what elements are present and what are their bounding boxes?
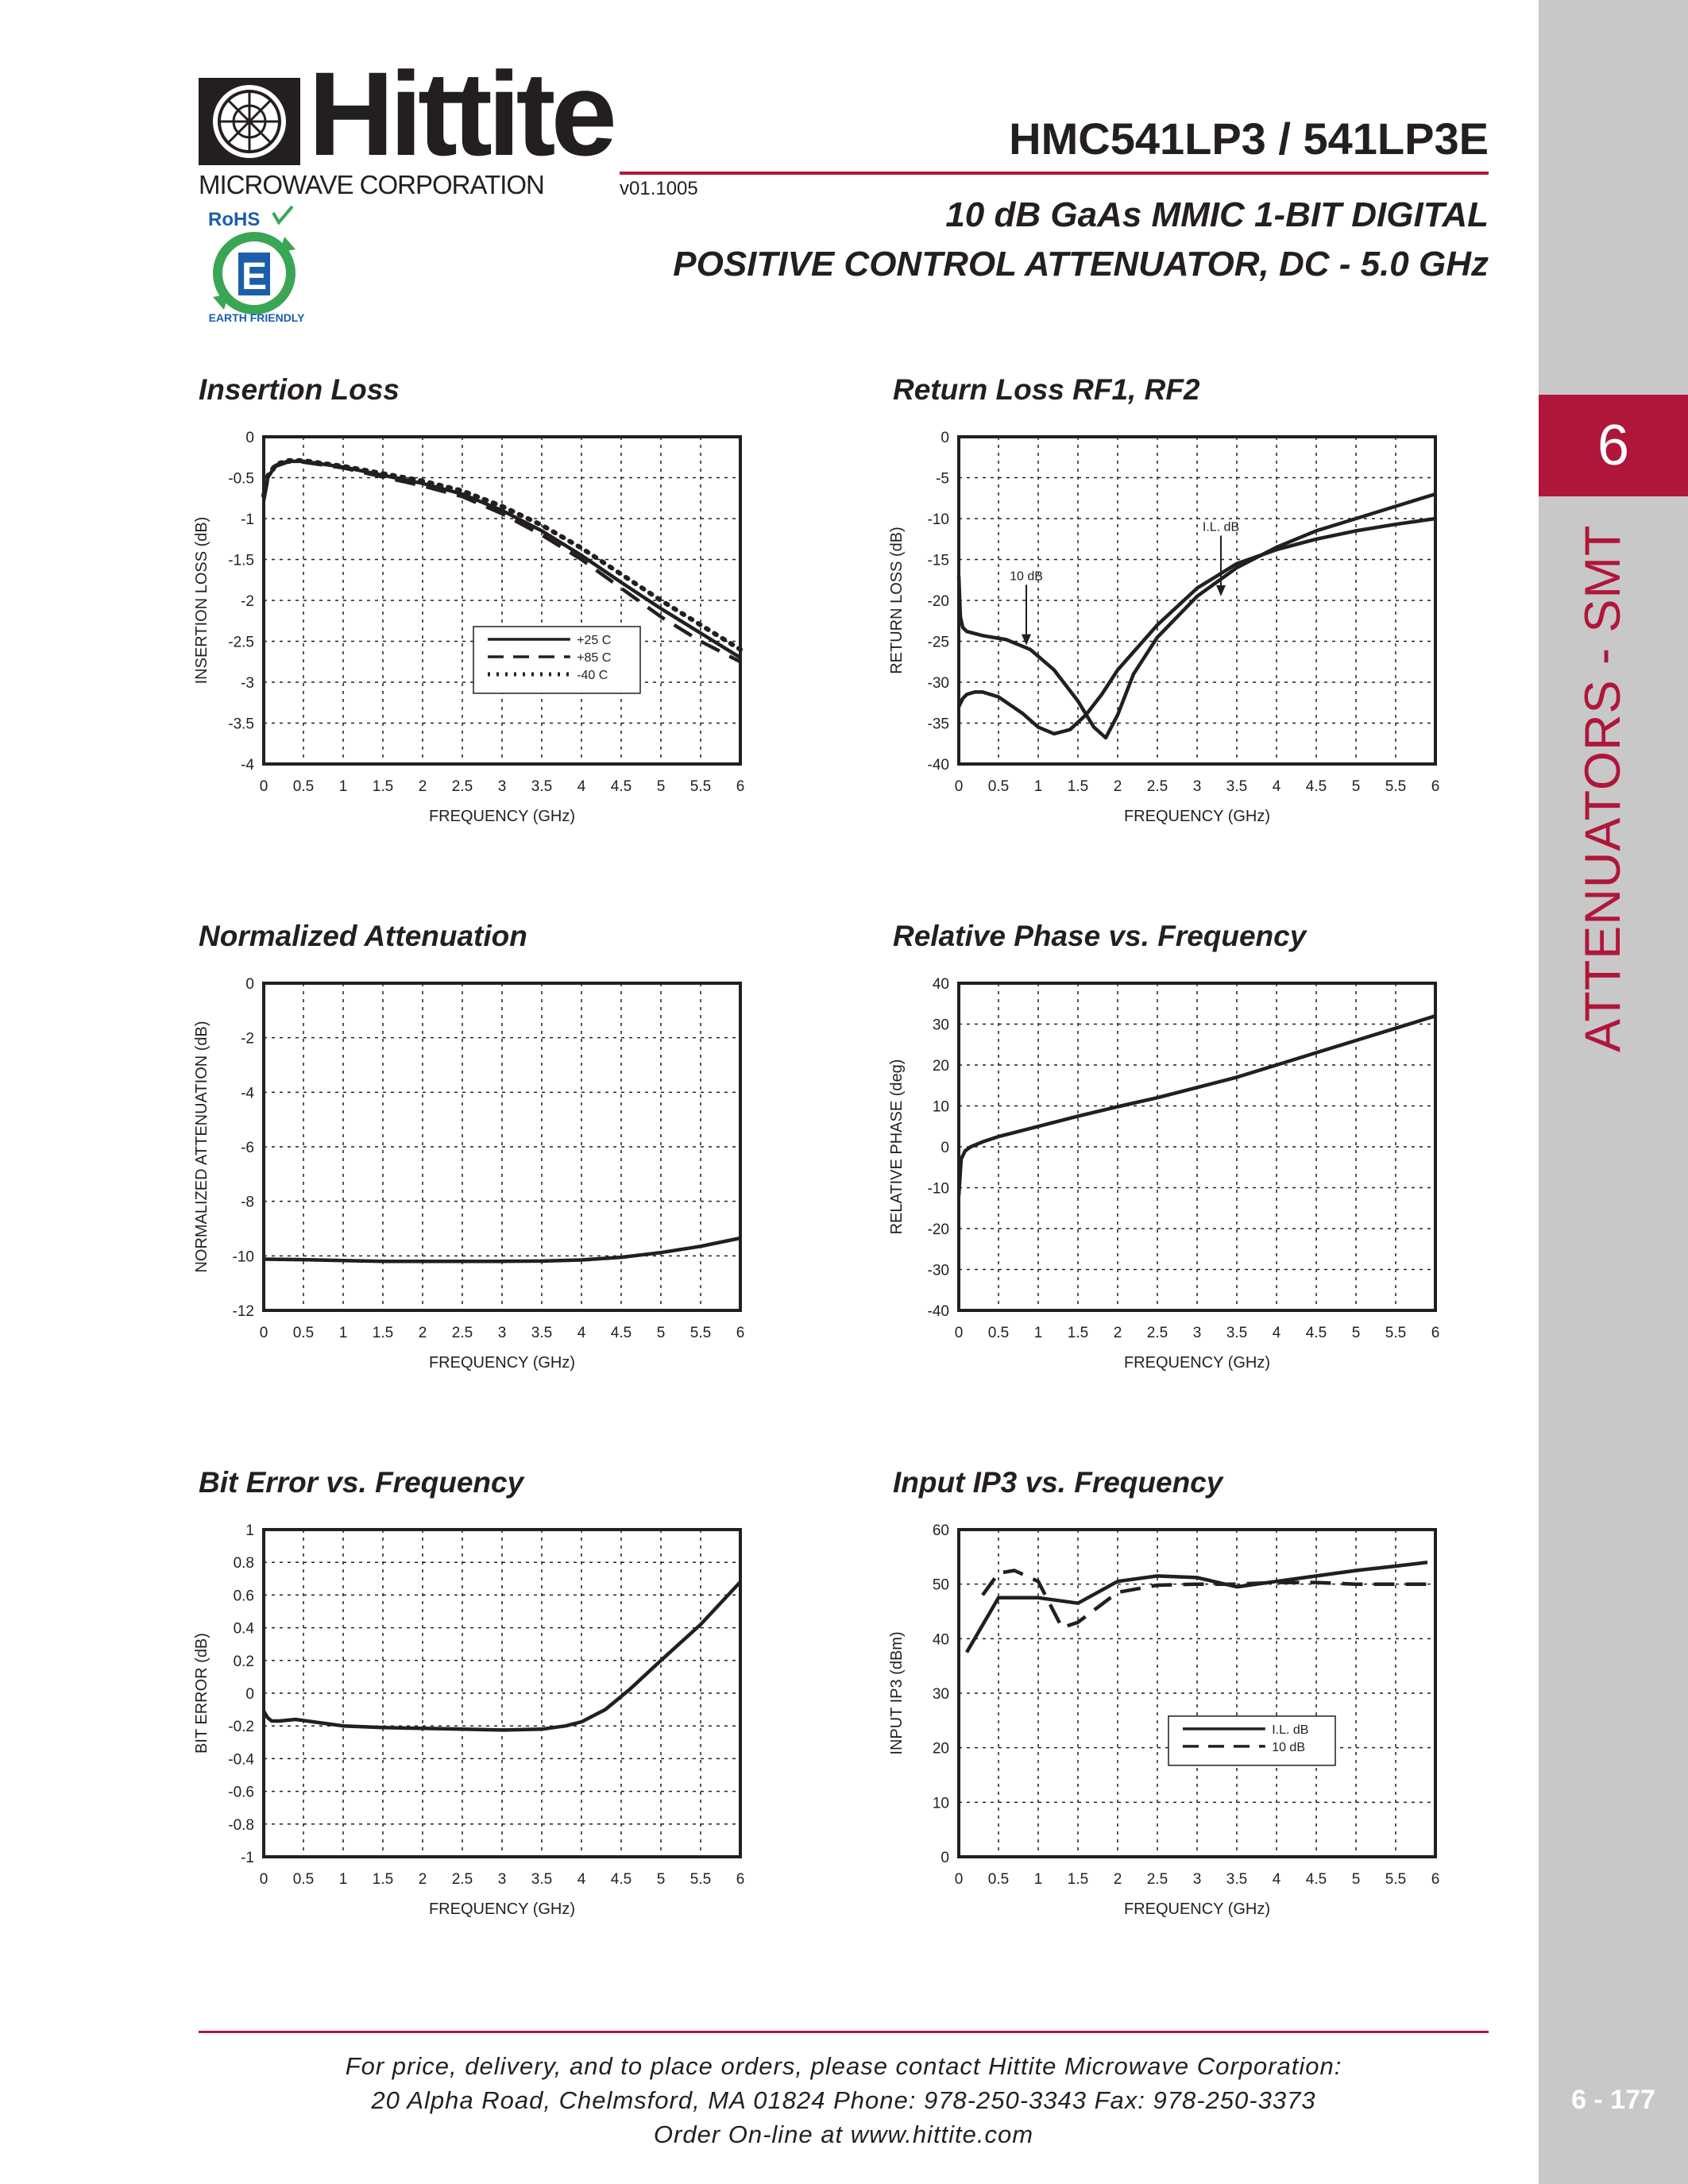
y-tick-label: 0	[941, 430, 949, 446]
y-tick-label: -1	[241, 511, 254, 528]
y-axis-label: NORMALIZED ATTENUATION (dB)	[193, 1021, 211, 1273]
y-tick-label: -4	[241, 757, 254, 774]
x-tick-label: 1.5	[372, 1871, 394, 1888]
x-tick-label: 3	[497, 1325, 507, 1341]
bit-error-chart	[191, 1514, 755, 1927]
x-tick-label: 5	[1351, 1871, 1361, 1888]
x-tick-label: 0	[954, 1871, 964, 1888]
legend-label: I.L. dB	[1272, 1723, 1309, 1737]
y-axis-label: INPUT IP3 (dBm)	[888, 1631, 906, 1755]
legend-label: +85 C	[577, 650, 612, 665]
y-tick-label: -2	[241, 593, 254, 610]
footer-line-1: For price, delivery, and to place orders, please contact Hittite Microwave Corporation:	[345, 2052, 1342, 2080]
rohs-badge	[197, 205, 316, 328]
x-tick-label: 1	[338, 1871, 348, 1888]
chart-title-normalized-attenuation: Normalized Attenuation	[199, 920, 527, 952]
x-tick-label: 5.5	[689, 778, 712, 795]
x-tick-label: 4.5	[610, 1325, 632, 1341]
y-tick-label: 0	[245, 1686, 254, 1703]
title-rule	[620, 172, 1489, 175]
y-tick-label: -2.5	[228, 634, 254, 651]
x-tick-label: 5.5	[1385, 1871, 1407, 1888]
x-tick-label: 4	[1272, 1325, 1281, 1341]
x-tick-label: 4	[1272, 778, 1281, 795]
chart-title-insertion-loss: Insertion Loss	[199, 373, 400, 406]
y-tick-label: 0.6	[233, 1588, 254, 1605]
x-tick-label: 0.5	[292, 1871, 315, 1888]
legend-box	[473, 627, 640, 693]
y-tick-label: 40	[932, 1631, 949, 1649]
x-tick-label: 5	[656, 1871, 666, 1888]
x-tick-label: 3.5	[1226, 1325, 1248, 1341]
x-tick-label: 0	[259, 1871, 268, 1888]
x-tick-label: 5	[656, 778, 666, 795]
x-tick-label: 2	[418, 1871, 427, 1888]
y-tick-label: 20	[932, 1740, 949, 1758]
rohs-letter: E	[241, 256, 268, 298]
y-tick-label: -1	[241, 1850, 254, 1866]
footer-rule	[199, 2031, 1489, 2033]
chart-title-relative-phase: Relative Phase vs. Frequency	[893, 920, 1307, 952]
x-tick-label: 3	[1192, 1871, 1202, 1888]
sidebar-band	[1539, 0, 1688, 2184]
page-number: 6 - 177	[1571, 2085, 1655, 2115]
x-axis-label: FREQUENCY (GHz)	[1123, 1900, 1271, 1918]
x-tick-label: 2.5	[1146, 778, 1168, 795]
chart-title-input-ip3: Input IP3 vs. Frequency	[893, 1466, 1223, 1499]
y-tick-label: 0	[941, 1140, 949, 1156]
x-tick-label: 3	[1192, 778, 1202, 795]
logo-emblem	[199, 78, 300, 169]
annotation-label: 10 dB	[1010, 569, 1043, 584]
x-axis-label: FREQUENCY (GHz)	[428, 808, 576, 825]
y-tick-label: -30	[927, 675, 949, 692]
y-tick-label: 30	[932, 1686, 949, 1703]
x-tick-label: 2	[1113, 1325, 1122, 1341]
y-tick-label: 0.4	[233, 1620, 254, 1638]
x-tick-label: 1.5	[1067, 1871, 1089, 1888]
footer-line-3: Order On-line at www.hittite.com	[653, 2120, 1034, 2148]
y-tick-label: -6	[241, 1140, 254, 1156]
y-tick-label: 0	[245, 976, 254, 993]
x-tick-label: 4	[577, 1871, 586, 1888]
legend-box	[1168, 1716, 1335, 1765]
x-tick-label: 1	[1033, 778, 1043, 795]
x-tick-label: 0	[954, 1325, 964, 1341]
y-axis-label: RETURN LOSS (dB)	[888, 527, 906, 674]
x-tick-label: 2.5	[451, 778, 473, 795]
product-subtitle	[673, 191, 1489, 289]
annotation-arrowhead	[1216, 585, 1226, 596]
x-tick-label: 3.5	[531, 1871, 553, 1888]
y-axis-label: RELATIVE PHASE (deg)	[888, 1059, 906, 1235]
y-tick-label: -2	[241, 1030, 254, 1048]
series-line	[264, 1238, 740, 1261]
x-tick-label: 2	[418, 778, 427, 795]
return-loss-chart	[886, 421, 1450, 834]
y-tick-label: -0.6	[228, 1784, 254, 1801]
x-tick-label: 5	[1351, 778, 1361, 795]
x-tick-label: 6	[1431, 778, 1440, 795]
x-tick-label: 6	[736, 1325, 745, 1341]
x-axis-label: FREQUENCY (GHz)	[428, 1354, 576, 1372]
part-number: HMC541LP3 / 541LP3E	[1009, 114, 1489, 164]
y-tick-label: -40	[927, 1303, 949, 1320]
y-tick-label: 0	[245, 430, 254, 446]
y-tick-label: -12	[232, 1303, 254, 1320]
x-tick-label: 6	[736, 778, 745, 795]
legend-label: +25 C	[577, 633, 612, 647]
section-tab-number: 6	[1597, 414, 1630, 477]
x-tick-label: 2.5	[1146, 1325, 1168, 1341]
x-tick-label: 0.5	[292, 778, 315, 795]
x-axis-label: FREQUENCY (GHz)	[1123, 1354, 1271, 1372]
x-tick-label: 5	[656, 1325, 666, 1341]
y-tick-label: -40	[927, 757, 949, 774]
y-tick-label: -3	[241, 675, 254, 692]
y-tick-label: 40	[932, 976, 949, 993]
x-tick-label: 5	[1351, 1325, 1361, 1341]
x-tick-label: 6	[1431, 1325, 1440, 1341]
chart-title-return-loss: Return Loss RF1, RF2	[893, 373, 1200, 406]
y-tick-label: 10	[932, 1098, 949, 1116]
x-tick-label: 3.5	[531, 1325, 553, 1341]
x-tick-label: 5.5	[1385, 1325, 1407, 1341]
y-tick-label: 20	[932, 1058, 949, 1075]
logo-subtitle: MICROWAVE CORPORATION	[199, 170, 544, 199]
footer-line-2: 20 Alpha Road, Chelmsford, MA 01824 Phone: 978-250-3343 Fax: 978-250-3373	[371, 2086, 1316, 2114]
x-tick-label: 5.5	[689, 1871, 712, 1888]
x-tick-label: 4	[1272, 1871, 1281, 1888]
rohs-label: RoHS	[208, 209, 261, 230]
y-tick-label: -30	[927, 1262, 949, 1279]
x-tick-label: 0	[259, 1325, 268, 1341]
x-tick-label: 5.5	[1385, 778, 1407, 795]
y-tick-label: 60	[932, 1522, 949, 1539]
legend-label: -40 C	[577, 668, 608, 682]
y-tick-label: -0.4	[228, 1751, 254, 1769]
y-tick-label: 0	[941, 1850, 949, 1866]
x-tick-label: 1	[1033, 1871, 1043, 1888]
y-tick-label: -35	[927, 716, 949, 733]
y-tick-label: 0.8	[233, 1555, 254, 1572]
annotation-label: I.L. dB	[1202, 520, 1240, 534]
earth-friendly-label: EARTH FRIENDLY	[208, 311, 305, 324]
x-tick-label: 1.5	[1067, 1325, 1089, 1341]
y-tick-label: 10	[932, 1795, 949, 1812]
y-tick-label: 30	[932, 1017, 949, 1034]
y-tick-label: -0.5	[228, 470, 254, 488]
x-tick-label: 3	[497, 778, 507, 795]
x-tick-label: 4.5	[1305, 1325, 1327, 1341]
y-tick-label: -0.8	[228, 1816, 254, 1834]
x-tick-label: 5.5	[689, 1325, 712, 1341]
x-tick-label: 0.5	[987, 1871, 1010, 1888]
x-tick-label: 0.5	[987, 1325, 1010, 1341]
section-label: ATTENUATORS - SMT	[1575, 524, 1631, 1052]
footer	[199, 2049, 1489, 2151]
x-tick-label: 4.5	[610, 778, 632, 795]
x-tick-label: 2	[1113, 778, 1122, 795]
x-tick-label: 2	[418, 1325, 427, 1341]
y-tick-label: -10	[927, 1180, 949, 1198]
x-tick-label: 4	[577, 1325, 586, 1341]
x-tick-label: 3.5	[531, 778, 553, 795]
x-tick-label: 0	[259, 778, 268, 795]
y-tick-label: -20	[927, 593, 949, 610]
x-tick-label: 2.5	[451, 1325, 473, 1341]
x-axis-label: FREQUENCY (GHz)	[1123, 808, 1271, 825]
y-tick-label: -5	[936, 470, 949, 488]
x-tick-label: 0.5	[987, 778, 1010, 795]
normalized-attenuation-chart	[191, 967, 755, 1380]
x-tick-label: 0	[954, 778, 964, 795]
x-tick-label: 2	[1113, 1871, 1122, 1888]
x-tick-label: 4.5	[1305, 778, 1327, 795]
annotation-arrowhead	[1022, 635, 1031, 646]
input-ip3-chart	[886, 1514, 1450, 1927]
x-tick-label: 1.5	[372, 1325, 394, 1341]
x-tick-label: 2.5	[451, 1871, 473, 1888]
y-tick-label: -3.5	[228, 716, 254, 733]
x-tick-label: 3.5	[1226, 778, 1248, 795]
y-tick-label: -10	[232, 1248, 254, 1266]
x-tick-label: 3	[497, 1871, 507, 1888]
y-tick-label: -15	[927, 552, 949, 569]
y-tick-label: -10	[927, 511, 949, 528]
x-tick-label: 3.5	[1226, 1871, 1248, 1888]
y-tick-label: -4	[241, 1085, 254, 1102]
x-tick-label: 1	[338, 778, 348, 795]
legend-label: 10 dB	[1272, 1740, 1306, 1754]
y-tick-label: -1.5	[228, 552, 254, 569]
x-tick-label: 1	[1033, 1325, 1043, 1341]
y-tick-label: 1	[245, 1522, 254, 1539]
y-tick-label: -0.2	[228, 1719, 254, 1736]
relative-phase-chart	[886, 967, 1450, 1380]
x-tick-label: 4.5	[610, 1871, 632, 1888]
x-tick-label: 1	[338, 1325, 348, 1341]
chart-title-bit-error: Bit Error vs. Frequency	[199, 1466, 524, 1499]
x-tick-label: 6	[736, 1871, 745, 1888]
y-tick-label: -20	[927, 1221, 949, 1238]
x-tick-label: 1.5	[1067, 778, 1089, 795]
logo-wordmark: Hittite	[308, 47, 612, 180]
y-axis-label: BIT ERROR (dB)	[193, 1633, 211, 1754]
subtitle-line-1: 10 dB GaAs MMIC 1-BIT DIGITAL	[945, 195, 1489, 234]
insertion-loss-chart	[191, 421, 755, 834]
y-tick-label: -8	[241, 1194, 254, 1211]
subtitle-line-2: POSITIVE CONTROL ATTENUATOR, DC - 5.0 GHz	[673, 245, 1489, 284]
x-axis-label: FREQUENCY (GHz)	[428, 1900, 576, 1918]
y-axis-label: INSERTION LOSS (dB)	[193, 516, 211, 685]
section-tab[interactable]	[1539, 395, 1688, 496]
x-tick-label: 4.5	[1305, 1871, 1327, 1888]
x-tick-label: 4	[577, 778, 586, 795]
y-tick-label: 0.2	[233, 1653, 254, 1670]
check-icon	[273, 206, 292, 222]
version-label: v01.1005	[620, 178, 698, 199]
y-tick-label: -25	[927, 634, 949, 651]
x-tick-label: 2.5	[1146, 1871, 1168, 1888]
x-tick-label: 3	[1192, 1325, 1202, 1341]
x-tick-label: 1.5	[372, 778, 394, 795]
x-tick-label: 0.5	[292, 1325, 315, 1341]
x-tick-label: 6	[1431, 1871, 1440, 1888]
y-tick-label: 50	[932, 1576, 949, 1594]
